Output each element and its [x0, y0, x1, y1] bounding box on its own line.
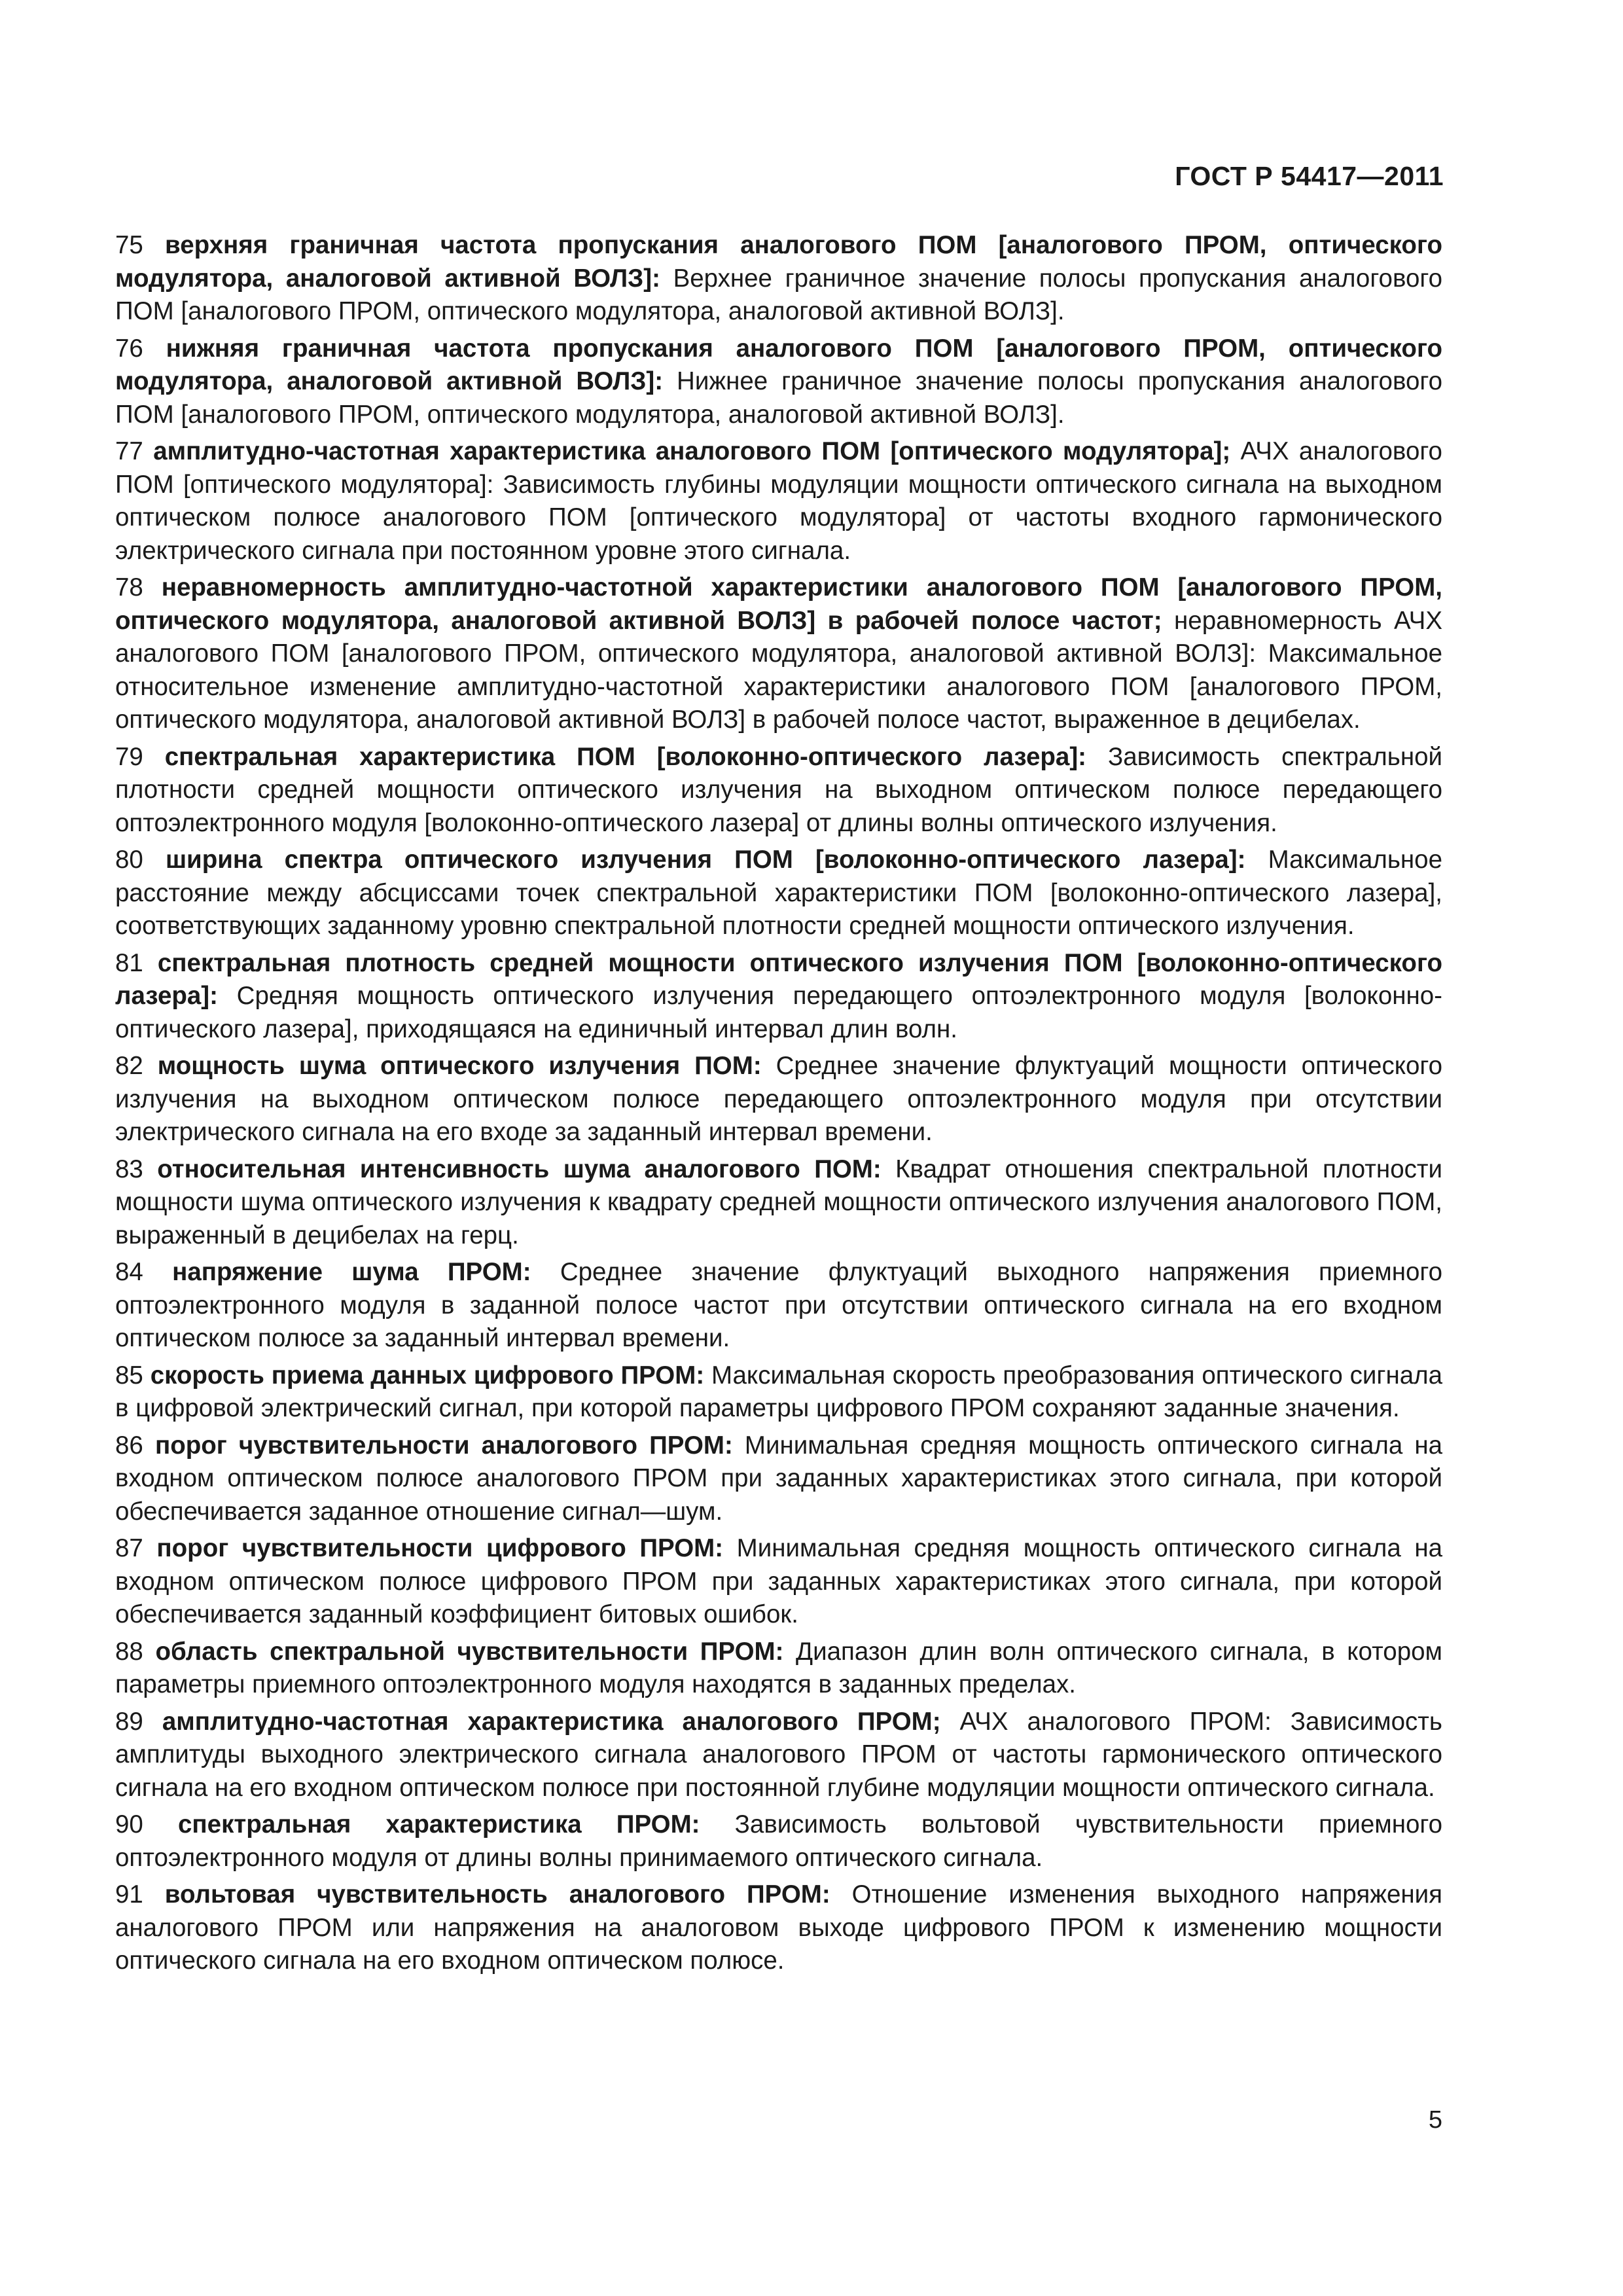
entry-term: порог чувствительности аналогового ПРОМ: — [154, 1431, 733, 1460]
entry-definition: Минимальная средняя мощность оптического сигнала на входном оптическом полюсе цифрового ПРОМ при заданных характеристиках этого сигнала, при которой обеспечивается заданный коэффициент битовых ошибок. — [115, 1534, 1443, 1628]
document-header — [1175, 161, 1444, 192]
term-entry-75 — [115, 229, 1442, 329]
entry-term: мощность шума оптического излучения ПОМ: — [157, 1052, 762, 1080]
term-entry-84 — [115, 1256, 1442, 1355]
term-entry-88 — [115, 1636, 1442, 1702]
term-entry-91 — [115, 1878, 1442, 1978]
entry-definition: Средняя мощность оптического излучения передающего оптоэлектронного модуля [волоконно-оптического лазера], приходящаяся на единичный интервал длин волн. — [115, 982, 1442, 1043]
entry-definition: Среднее значение флуктуаций выходного напряжения приемного оптоэлектронного модуля в заданной полосе частот при отсутствии оптического сигнала на его входном оптическом полюсе за заданный интервал времени. — [115, 1258, 1442, 1352]
entry-term: вольтовая чувствительность аналогового ПРОМ: — [164, 1880, 830, 1909]
entry-term: порог чувствительности цифрового ПРОМ: — [156, 1534, 724, 1562]
term-entry-83 — [115, 1153, 1442, 1253]
entry-number: 85 — [115, 1361, 143, 1390]
entry-number: 83 — [115, 1155, 143, 1183]
entry-definition: Зависимость вольтовой чувствительности приемного оптоэлектронного модуля от длины волны принимаемого оптического сигнала. — [115, 1810, 1443, 1872]
term-entry-90 — [115, 1808, 1442, 1874]
term-entry-86 — [115, 1429, 1442, 1529]
entry-number: 80 — [115, 846, 143, 874]
term-entry-85 — [115, 1359, 1442, 1426]
entry-term: амплитудно-частотная характеристика аналогового ПРОМ; — [162, 1707, 941, 1736]
standard-designation: ГОСТ Р 54417—2011 — [1175, 161, 1444, 191]
entry-definition: неравномерность АЧХ аналогового ПОМ [аналогового ПРОМ, оптического модулятора, аналоговой активной ВОЛЗ]: Максимальное относительное изменение амплитудно-частотной характеристики аналогового ПОМ [аналогового ПРОМ, оптического модулятора, аналоговой активной ВОЛЗ] в рабочей полосе частот, выраженное в децибелах. — [115, 606, 1442, 734]
term-entry-81 — [115, 947, 1442, 1047]
entry-definition: Максимальное расстояние между абсциссами точек спектральной характеристики ПОМ [волоконно-оптического лазера], соответствующих заданному уровню спектральной плотности средней мощности оптического излучения. — [115, 846, 1442, 940]
term-entry-78 — [115, 571, 1442, 737]
term-entry-76 — [115, 332, 1442, 432]
entry-term: напряжение шума ПРОМ: — [172, 1258, 531, 1286]
term-entry-80 — [115, 844, 1442, 943]
entry-term: относительная интенсивность шума аналогового ПОМ: — [157, 1155, 882, 1183]
term-entry-79 — [115, 741, 1442, 840]
entry-definition: Среднее значение флуктуаций мощности оптического излучения на выходном оптическом полюсе передающего оптоэлектронного модуля при отсутствии электрического сигнала на его входе за заданный интервал времени. — [115, 1052, 1442, 1146]
entry-number: 82 — [115, 1052, 143, 1080]
entry-term: нижняя граничная частота пропускания аналогового ПОМ [аналогового ПРОМ, оптического модулятора, аналоговой активной ВОЛЗ]: — [115, 334, 1442, 395]
entry-definition: Отношение изменения выходного напряжения аналогового ПРОМ или напряжения на аналоговом выходе цифрового ПРОМ к изменению мощности оптического сигнала на его входном оптическом полюсе. — [115, 1880, 1442, 1975]
entry-definition: Минимальная средняя мощность оптического сигнала на входном оптическом полюсе аналогового ПРОМ при заданных характеристиках этого сигнала, при которой обеспечивается заданное отношение сигнал—шум. — [115, 1431, 1443, 1526]
term-entry-89 — [115, 1706, 1442, 1805]
entry-number: 88 — [115, 1637, 143, 1666]
entry-term: спектральная характеристика ПРОМ: — [178, 1810, 700, 1839]
entry-number: 81 — [115, 948, 143, 977]
entry-number: 90 — [115, 1810, 143, 1839]
entry-number: 79 — [115, 742, 143, 771]
term-entry-77 — [115, 435, 1442, 567]
entry-number: 87 — [115, 1534, 143, 1562]
entry-number: 76 — [115, 334, 143, 363]
entry-term: скорость приема данных цифрового ПРОМ: — [150, 1361, 705, 1390]
entry-definition: Нижнее граничное значение полосы пропускания аналогового ПОМ [аналогового ПРОМ, оптического модулятора, аналоговой активной ВОЛЗ]. — [115, 367, 1443, 429]
entry-term: спектральная характеристика ПОМ [волоконно-оптического лазера]: — [164, 742, 1086, 771]
entry-term: неравномерность амплитудно-частотной характеристики аналогового ПОМ [аналогового ПРОМ, оптического модулятора, аналоговой активной ВОЛЗ] в рабочей полосе частот; — [115, 573, 1442, 635]
terms-list — [115, 229, 1442, 1982]
entry-definition: Диапазон длин волн оптического сигнала, в котором параметры приемного оптоэлектронного модуля находятся в заданных пределах. — [115, 1637, 1443, 1698]
term-entry-87 — [115, 1532, 1442, 1632]
term-entry-82 — [115, 1050, 1442, 1149]
entry-number: 75 — [115, 231, 143, 259]
entry-number: 91 — [115, 1880, 143, 1909]
entry-term: спектральная плотность средней мощности оптического излучения ПОМ [волоконно-оптического лазера]: — [115, 948, 1442, 1010]
entry-definition: Зависимость спектральной плотности средней мощности оптического излучения на выходном оптическом полюсе передающего оптоэлектронного модуля [волоконно-оптического лазера] от длины волны оптического излучения. — [115, 742, 1443, 837]
entry-number: 78 — [115, 573, 143, 601]
entry-term: область спектральной чувствительности ПРОМ: — [155, 1637, 784, 1666]
entry-term: амплитудно-частотная характеристика аналогового ПОМ [оптического модулятора]; — [153, 437, 1231, 465]
entry-number: 89 — [115, 1707, 143, 1736]
entry-definition: Квадрат отношения спектральной плотности мощности шума оптического излучения к квадрату средней мощности оптического излучения аналогового ПОМ, выраженный в децибелах на герц. — [115, 1155, 1442, 1249]
entry-number: 86 — [115, 1431, 143, 1460]
entry-number: 77 — [115, 437, 143, 465]
entry-definition: Верхнее граничное значение полосы пропускания аналогового ПОМ [аналогового ПРОМ, оптического модулятора, аналоговой активной ВОЛЗ]. — [115, 264, 1442, 325]
entry-definition: АЧХ аналогового ПРОМ: Зависимость амплитуды выходного электрического сигнала аналогового ПРОМ от частоты гармонического оптического сигнала на его входном оптическом полюсе при постоянной глубине модуляции мощности оптического сигнала. — [115, 1707, 1442, 1802]
entry-number: 84 — [115, 1258, 143, 1286]
entry-definition: Максимальная скорость преобразования оптического сигнала в цифровой электрический сигнал, при которой параметры цифрового ПРОМ сохраняют заданные значения. — [115, 1361, 1443, 1422]
page-number: 5 — [1428, 2106, 1442, 2134]
entry-term: ширина спектра оптического излучения ПОМ [волоконно-оптического лазера]: — [165, 846, 1246, 874]
entry-definition: АЧХ аналогового ПОМ [оптического модулятора]: Зависимость глубины модуляции мощности оптического сигнала на выходном оптическом полюсе аналогового ПОМ [оптического модулятора] от частоты входного гармонического электрического сигнала при постоянном уровне этого сигнала. — [115, 437, 1442, 565]
entry-term: верхняя граничная частота пропускания аналогового ПОМ [аналогового ПРОМ, оптического модулятора, аналоговой активной ВОЛЗ]: — [115, 231, 1442, 293]
